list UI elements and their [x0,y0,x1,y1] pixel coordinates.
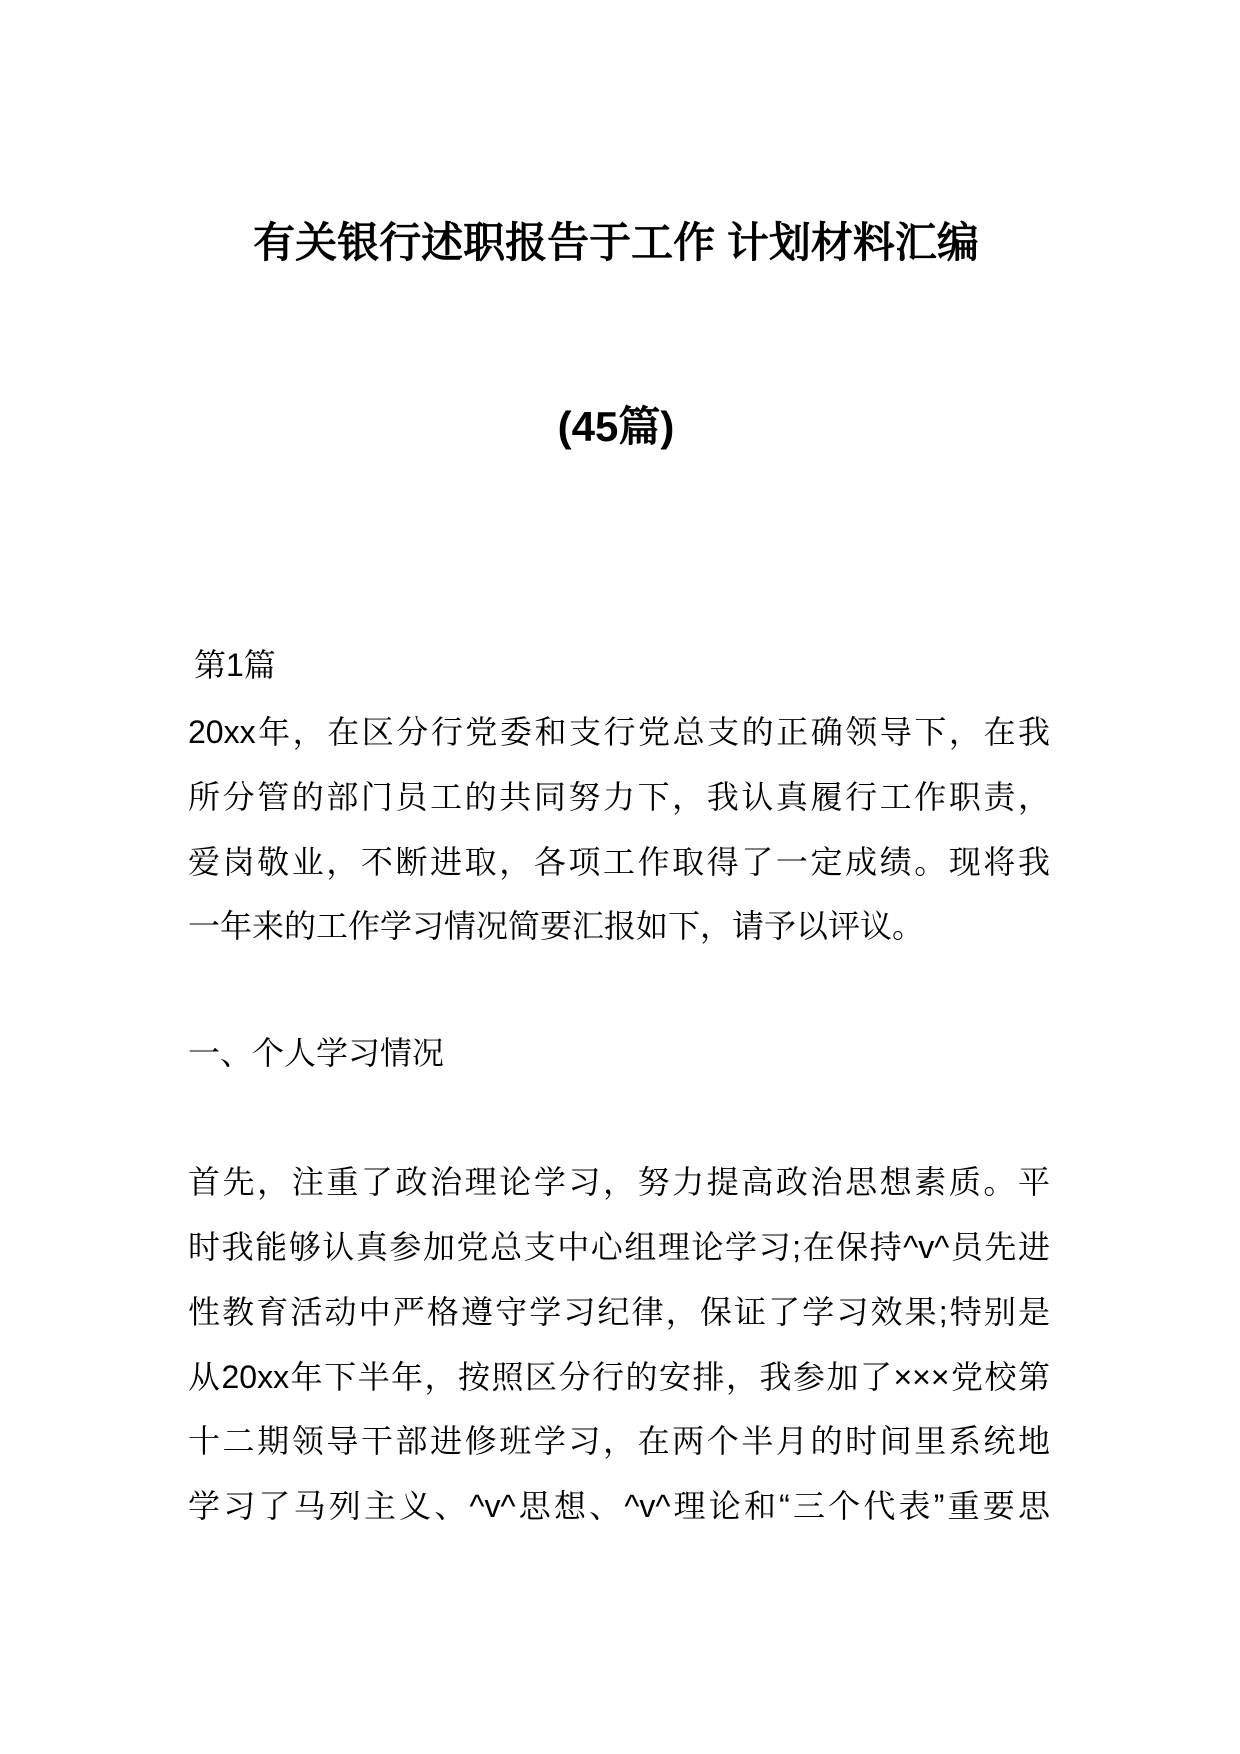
intro-line: 一年来的工作学习情况简要汇报如下，请予以评议。 [188,908,925,944]
section-line: 学习了马列主义、^v^思想、^v^理论和“三个代表”重要思 [188,1488,1050,1524]
document-title: 有关银行述职报告于工作 计划材料汇编 [253,219,979,266]
intro-line: 所分管的部门员工的共同努力下，我认真履行工作职责， [188,779,1050,815]
section-line: 时我能够认真参加党总支中心组理论学习;在保持^v^员先进 [188,1229,1050,1265]
section-line: 性教育活动中严格遵守学习纪律，保证了学习效果;特别是 [188,1294,1050,1330]
intro-line: 20xx年，在区分行党委和支行党总支的正确领导下，在我 [188,714,1050,750]
document-subtitle: (45篇) [557,403,675,450]
section-line: 首先，注重了政治理论学习，努力提高政治思想素质。平 [188,1164,1050,1200]
chapter-label: 第1篇 [194,647,276,683]
section-line: 从20xx年下半年，按照区分行的安排，我参加了×××党校第 [188,1359,1050,1395]
section-heading: 一、个人学习情况 [188,1035,445,1071]
section-line: 十二期领导干部进修班学习，在两个半月的时间里系统地 [188,1423,1050,1459]
intro-line: 爱岗敬业，不断进取，各项工作取得了一定成绩。现将我 [188,844,1050,880]
